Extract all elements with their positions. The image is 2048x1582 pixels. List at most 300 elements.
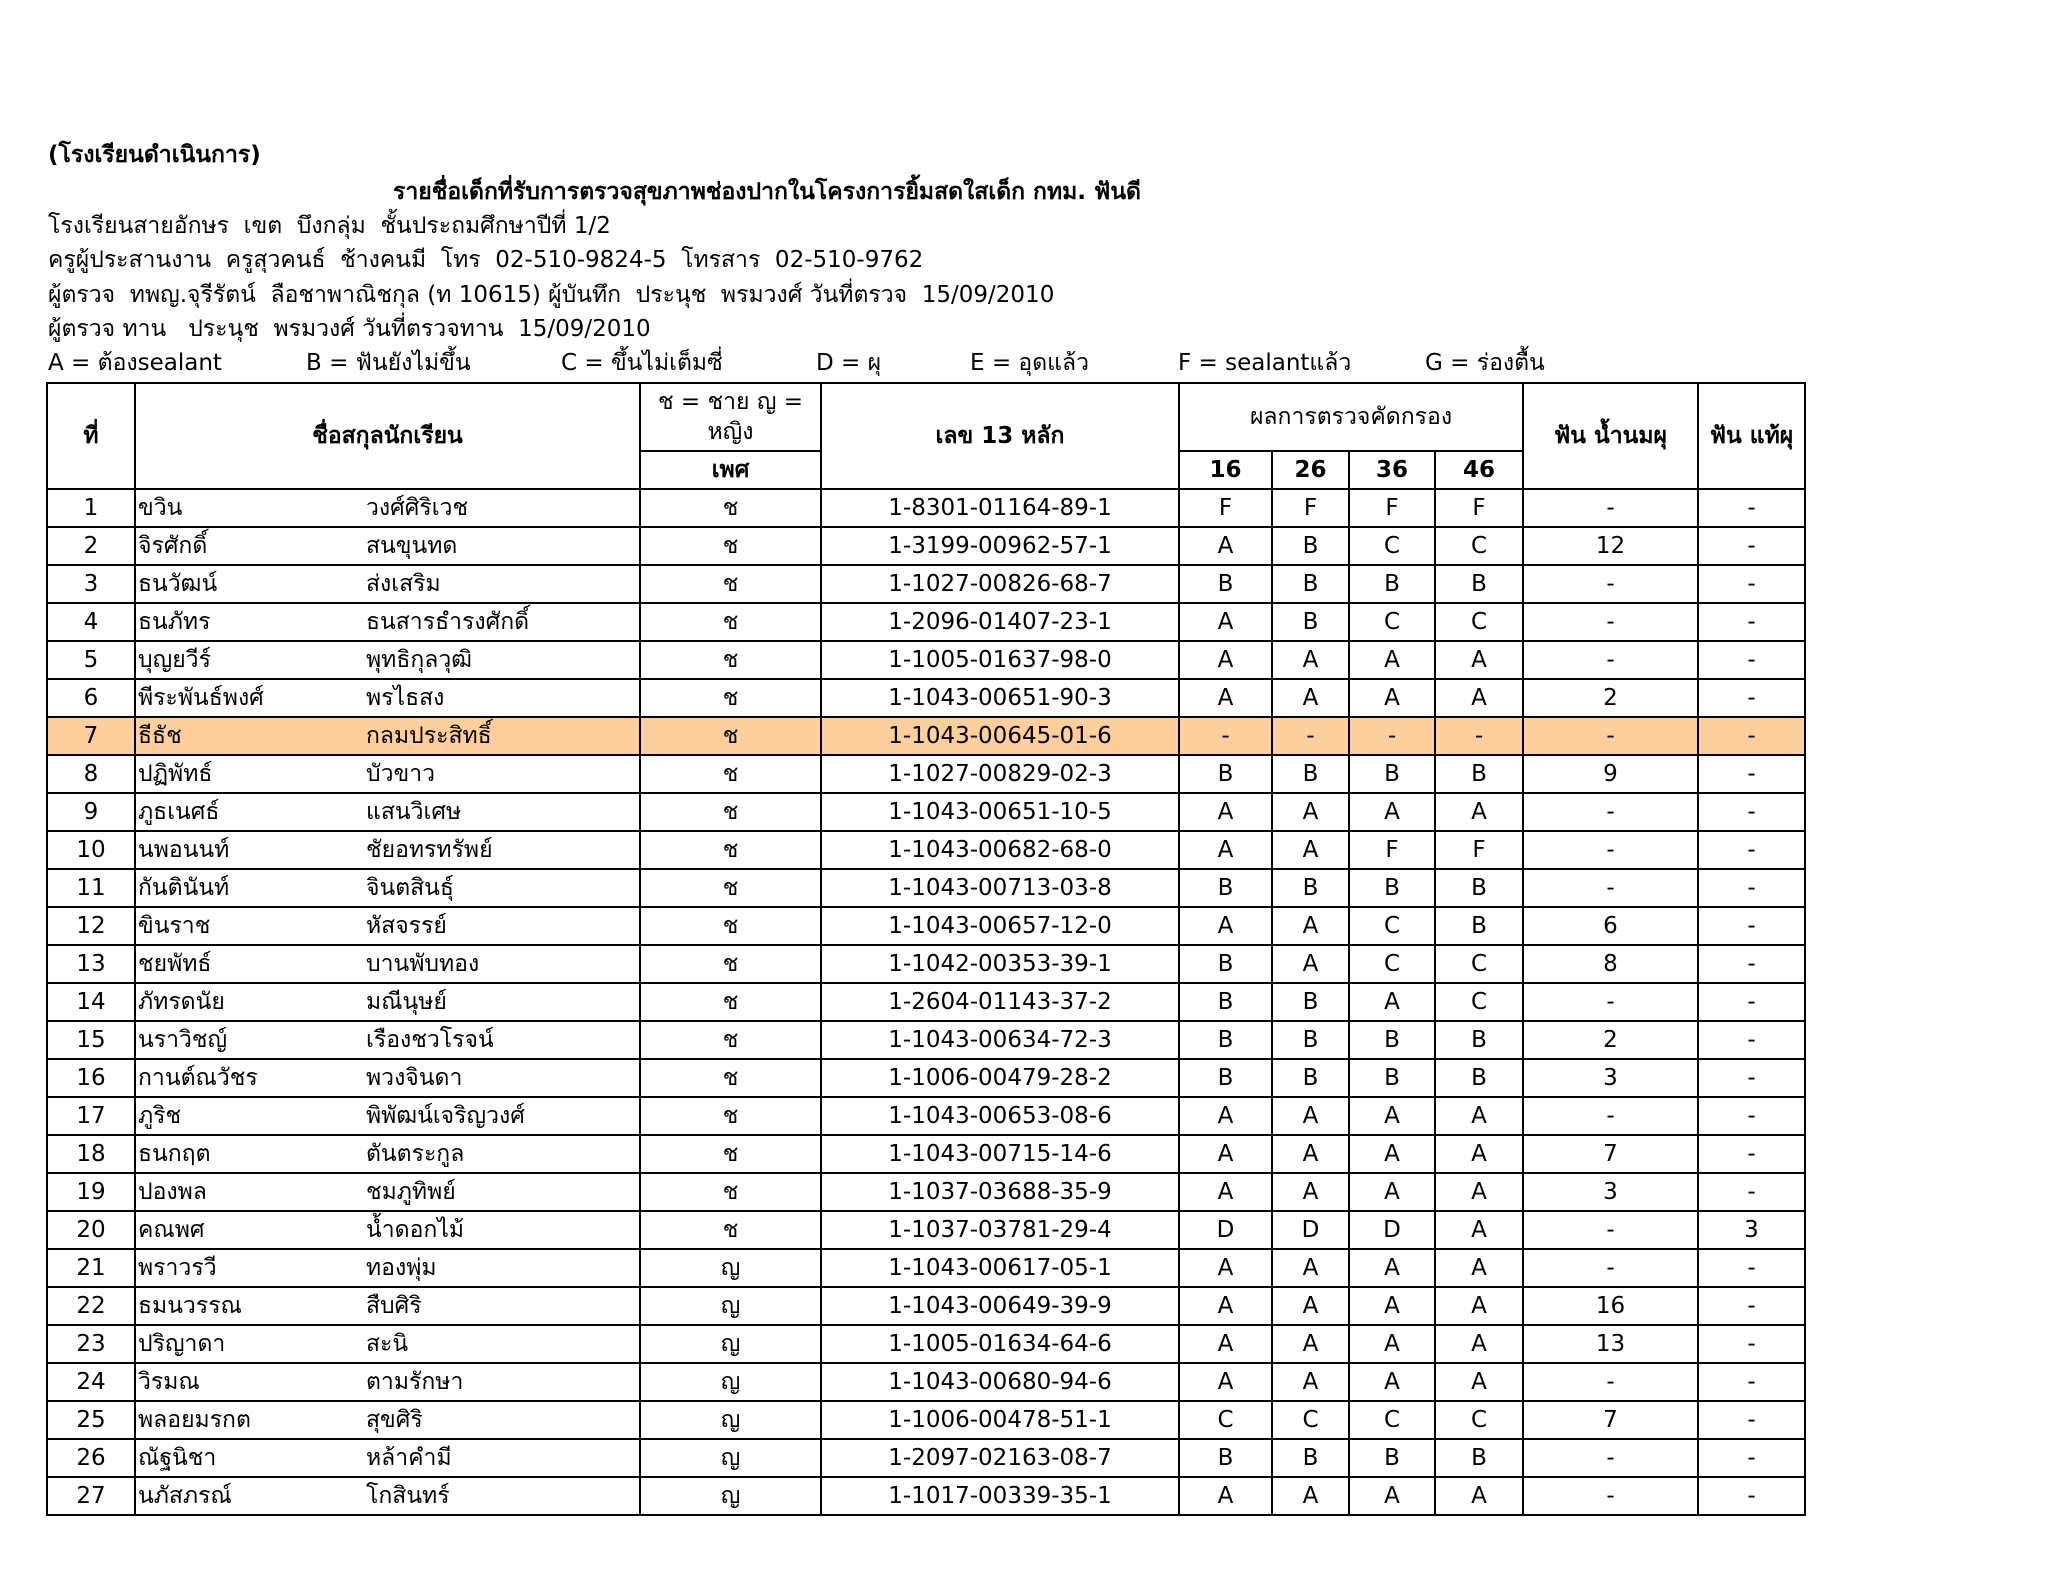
header-tooth-36: 36 [1349, 451, 1435, 489]
cell-tooth-26: C [1272, 1401, 1349, 1439]
first-name: ธนกฤต [138, 1141, 211, 1167]
cell-tooth-26: B [1272, 869, 1349, 907]
cell-no: 6 [47, 679, 135, 717]
table-row [47, 641, 1805, 679]
cell-id: 1-3199-00962-57-1 [821, 527, 1179, 565]
cell-primary-decay: 2 [1523, 1021, 1698, 1059]
table-row [47, 1211, 1805, 1249]
cell-tooth-36: B [1349, 1439, 1435, 1477]
table-row [47, 1477, 1805, 1515]
first-name: ปริญาดา [138, 1331, 226, 1357]
cell-no: 15 [47, 1021, 135, 1059]
last-name: เรืองชวโรจน์ [366, 1027, 494, 1053]
cell-permanent-decay: - [1698, 603, 1805, 641]
cell-tooth-26: A [1272, 1325, 1349, 1363]
cell-no: 19 [47, 1173, 135, 1211]
first-name: ธมนวรรณ [138, 1293, 242, 1319]
cell-no: 26 [47, 1439, 135, 1477]
cell-id: 1-1043-00651-10-5 [821, 793, 1179, 831]
cell-gender: ช [640, 1021, 821, 1059]
cell-primary-decay: 13 [1523, 1325, 1698, 1363]
cell-gender: ช [640, 869, 821, 907]
cell-permanent-decay: - [1698, 1287, 1805, 1325]
cell-no: 10 [47, 831, 135, 869]
table-row [47, 1021, 1805, 1059]
cell-id: 1-1043-00682-68-0 [821, 831, 1179, 869]
cell-permanent-decay: - [1698, 489, 1805, 527]
cell-no: 3 [47, 565, 135, 603]
table-row [47, 603, 1805, 641]
header-tooth-46: 46 [1435, 451, 1523, 489]
cell-no: 27 [47, 1477, 135, 1515]
legend-b: B = ฟันยังไม่ขึ้น [306, 350, 471, 376]
cell-permanent-decay: 3 [1698, 1211, 1805, 1249]
cell-permanent-decay: - [1698, 1477, 1805, 1515]
cell-gender: ญ [640, 1401, 821, 1439]
cell-id: 1-1043-00617-05-1 [821, 1249, 1179, 1287]
last-name: สะนิ [366, 1331, 409, 1357]
table-row [47, 489, 1805, 527]
last-name: หล้าคำมี [366, 1445, 452, 1471]
first-name: ภัทรดนัย [138, 989, 225, 1015]
table-body [47, 489, 1805, 1515]
cell-name [135, 1401, 640, 1439]
legend-g: G = ร่องตื้น [1425, 350, 1545, 376]
cell-primary-decay: - [1523, 1097, 1698, 1135]
first-name: คณพศ [138, 1217, 205, 1243]
cell-tooth-46: A [1435, 1211, 1523, 1249]
cell-tooth-36: B [1349, 565, 1435, 603]
legend-a: A = ต้องsealant [48, 350, 222, 376]
last-name: แสนวิเศษ [366, 799, 462, 825]
cell-primary-decay: 12 [1523, 527, 1698, 565]
last-name: น้ำดอกไม้ [366, 1217, 465, 1243]
cell-primary-decay: - [1523, 793, 1698, 831]
cell-name [135, 1439, 640, 1477]
cell-tooth-46: A [1435, 1477, 1523, 1515]
first-name: ภูธเนศธ์ [138, 799, 220, 825]
last-name: มณีนุษย์ [366, 989, 447, 1015]
last-name: จินตสินธุ์ [366, 875, 454, 901]
cell-name [135, 1211, 640, 1249]
cell-name [135, 1249, 640, 1287]
header-name: ชื่อสกุลนักเรียน [135, 383, 640, 489]
cell-permanent-decay: - [1698, 641, 1805, 679]
cell-tooth-26: B [1272, 983, 1349, 1021]
last-name: ตามรักษา [366, 1369, 464, 1395]
last-name: โกสินทร์ [366, 1483, 450, 1509]
cell-permanent-decay: - [1698, 945, 1805, 983]
cell-gender: ช [640, 755, 821, 793]
cell-id: 1-1043-00680-94-6 [821, 1363, 1179, 1401]
first-name: บุญยวีร์ [138, 647, 211, 673]
cell-permanent-decay: - [1698, 1097, 1805, 1135]
cell-tooth-46: F [1435, 489, 1523, 527]
first-name: วิรมณ [138, 1369, 200, 1395]
cell-id: 1-1043-00653-08-6 [821, 1097, 1179, 1135]
cell-tooth-16: A [1179, 603, 1272, 641]
cell-permanent-decay: - [1698, 1135, 1805, 1173]
cell-tooth-26: A [1272, 641, 1349, 679]
cell-name [135, 1097, 640, 1135]
cell-name [135, 489, 640, 527]
cell-tooth-26: A [1272, 679, 1349, 717]
cell-gender: ช [640, 907, 821, 945]
cell-name [135, 1059, 640, 1097]
cell-tooth-26: A [1272, 793, 1349, 831]
cell-tooth-36: C [1349, 527, 1435, 565]
cell-tooth-36: A [1349, 1097, 1435, 1135]
cell-tooth-16: A [1179, 1135, 1272, 1173]
cell-gender: ญ [640, 1249, 821, 1287]
cell-no: 5 [47, 641, 135, 679]
first-name: จิรศักดิ์ [138, 533, 208, 559]
last-name: สุขศิริ [366, 1407, 423, 1433]
last-name: วงศ์ศิริเวช [366, 495, 469, 521]
cell-primary-decay: 3 [1523, 1059, 1698, 1097]
table-row [47, 869, 1805, 907]
cell-permanent-decay: - [1698, 679, 1805, 717]
table-row [47, 1439, 1805, 1477]
cell-tooth-46: C [1435, 527, 1523, 565]
cell-tooth-16: B [1179, 1021, 1272, 1059]
cell-tooth-16: A [1179, 1477, 1272, 1515]
first-name: ภูริช [138, 1103, 182, 1129]
cell-tooth-16: B [1179, 1439, 1272, 1477]
org-note: (โรงเรียนดำเนินการ) [48, 142, 261, 168]
cell-gender: ช [640, 1173, 821, 1211]
cell-tooth-46: A [1435, 1173, 1523, 1211]
cell-gender: ญ [640, 1477, 821, 1515]
cell-id: 1-1005-01634-64-6 [821, 1325, 1179, 1363]
cell-tooth-36: A [1349, 1477, 1435, 1515]
cell-tooth-26: A [1272, 1287, 1349, 1325]
cell-id: 1-1037-03688-35-9 [821, 1173, 1179, 1211]
cell-primary-decay: - [1523, 641, 1698, 679]
header-primary-decay: ฟัน น้ำนมผุ [1523, 383, 1698, 489]
cell-permanent-decay: - [1698, 907, 1805, 945]
last-name: พวงจินดา [366, 1065, 463, 1091]
cell-permanent-decay: - [1698, 869, 1805, 907]
cell-tooth-46: A [1435, 1325, 1523, 1363]
cell-gender: ช [640, 717, 821, 755]
last-name: พิพัฒน์เจริญวงศ์ [366, 1103, 525, 1129]
last-name: กลมประสิทธิ์ [366, 723, 492, 749]
cell-tooth-16: A [1179, 831, 1272, 869]
cell-tooth-26: A [1272, 945, 1349, 983]
cell-primary-decay: - [1523, 717, 1698, 755]
cell-tooth-26: A [1272, 1097, 1349, 1135]
legend-c: C = ขึ้นไม่เต็มซี่ [561, 350, 723, 376]
cell-id: 1-2096-01407-23-1 [821, 603, 1179, 641]
cell-permanent-decay: - [1698, 565, 1805, 603]
last-name: ส่งเสริม [366, 571, 441, 597]
cell-no: 21 [47, 1249, 135, 1287]
cell-primary-decay: 7 [1523, 1401, 1698, 1439]
cell-gender: ช [640, 1097, 821, 1135]
cell-tooth-36: B [1349, 1059, 1435, 1097]
last-name: พรไธสง [366, 685, 445, 711]
last-name: สืบศิริ [366, 1293, 422, 1319]
first-name: ชยพัทธ์ [138, 951, 212, 977]
cell-tooth-26: B [1272, 1439, 1349, 1477]
cell-tooth-26: B [1272, 527, 1349, 565]
cell-tooth-26: B [1272, 565, 1349, 603]
cell-permanent-decay: - [1698, 755, 1805, 793]
cell-gender: ช [640, 489, 821, 527]
cell-tooth-36: F [1349, 831, 1435, 869]
first-name: พราวรวี [138, 1255, 217, 1281]
cell-name [135, 1325, 640, 1363]
cell-gender: ญ [640, 1363, 821, 1401]
legend-f: F = sealantแล้ว [1178, 350, 1352, 376]
cell-name [135, 869, 640, 907]
cell-permanent-decay: - [1698, 1363, 1805, 1401]
table-row [47, 1249, 1805, 1287]
table-row [47, 793, 1805, 831]
cell-tooth-36: D [1349, 1211, 1435, 1249]
table-row [47, 565, 1805, 603]
cell-no: 24 [47, 1363, 135, 1401]
cell-tooth-16: - [1179, 717, 1272, 755]
cell-tooth-16: A [1179, 641, 1272, 679]
cell-primary-decay: 7 [1523, 1135, 1698, 1173]
cell-tooth-26: A [1272, 1135, 1349, 1173]
header-id: เลข 13 หลัก [821, 383, 1179, 489]
cell-id: 1-1043-00649-39-9 [821, 1287, 1179, 1325]
last-name: ชมภูทิพย์ [366, 1179, 456, 1205]
cell-tooth-26: B [1272, 755, 1349, 793]
cell-tooth-16: A [1179, 1097, 1272, 1135]
cell-gender: ช [640, 1135, 821, 1173]
cell-name [135, 641, 640, 679]
cell-name [135, 1363, 640, 1401]
table-row [47, 1059, 1805, 1097]
first-name: กันตินันท์ [138, 875, 230, 901]
cell-no: 9 [47, 793, 135, 831]
cell-tooth-36: A [1349, 1363, 1435, 1401]
cell-tooth-36: A [1349, 983, 1435, 1021]
cell-tooth-46: B [1435, 907, 1523, 945]
cell-tooth-26: - [1272, 717, 1349, 755]
table-row [47, 1173, 1805, 1211]
cell-tooth-16: A [1179, 1287, 1272, 1325]
first-name: นพอนนท์ [138, 837, 230, 863]
legend-e: E = อุดแล้ว [970, 350, 1090, 376]
cell-tooth-46: A [1435, 1135, 1523, 1173]
cell-tooth-46: B [1435, 1021, 1523, 1059]
cell-no: 14 [47, 983, 135, 1021]
header-screening: ผลการตรวจคัดกรอง [1179, 383, 1523, 451]
cell-no: 12 [47, 907, 135, 945]
cell-permanent-decay: - [1698, 527, 1805, 565]
header-permanent-decay: ฟัน แท้ผุ [1698, 383, 1805, 489]
first-name: ธีธัช [138, 723, 182, 749]
first-name: กานต์ณวัชร [138, 1065, 258, 1091]
cell-permanent-decay: - [1698, 1439, 1805, 1477]
cell-tooth-36: B [1349, 755, 1435, 793]
cell-tooth-36: A [1349, 1135, 1435, 1173]
cell-gender: ช [640, 945, 821, 983]
cell-primary-decay: 3 [1523, 1173, 1698, 1211]
first-name: ธนวัฒน์ [138, 571, 218, 597]
cell-name [135, 831, 640, 869]
table-row [47, 755, 1805, 793]
table-row [47, 1401, 1805, 1439]
cell-tooth-46: A [1435, 1097, 1523, 1135]
first-name: ปฏิพัทธ์ [138, 761, 213, 787]
cell-no: 16 [47, 1059, 135, 1097]
cell-tooth-26: B [1272, 1021, 1349, 1059]
first-name: ณัฐนิชา [138, 1445, 217, 1471]
cell-tooth-36: A [1349, 679, 1435, 717]
cell-tooth-16: B [1179, 869, 1272, 907]
last-name: ตันตระกูล [366, 1141, 465, 1167]
cell-tooth-36: - [1349, 717, 1435, 755]
examiner-line: ผู้ตรวจ ทพญ.จุรีรัตน์ ลือชาพาณิชกุล (ท 10615) ผู้บันทึก ประนุช พรมวงศ์ วันที่ตรวจ 15/09/2010 [48, 282, 1055, 308]
cell-tooth-16: B [1179, 945, 1272, 983]
first-name: ปองพล [138, 1179, 207, 1205]
cell-primary-decay: 16 [1523, 1287, 1698, 1325]
cell-tooth-36: A [1349, 641, 1435, 679]
table-row [47, 527, 1805, 565]
cell-no: 8 [47, 755, 135, 793]
cell-tooth-46: F [1435, 831, 1523, 869]
header-tooth-26: 26 [1272, 451, 1349, 489]
cell-tooth-16: A [1179, 679, 1272, 717]
cell-gender: ช [640, 527, 821, 565]
cell-tooth-46: - [1435, 717, 1523, 755]
cell-tooth-26: A [1272, 1477, 1349, 1515]
cell-tooth-46: A [1435, 1363, 1523, 1401]
cell-tooth-46: B [1435, 1439, 1523, 1477]
last-name: สนขุนทด [366, 533, 458, 559]
cell-id: 1-2097-02163-08-7 [821, 1439, 1179, 1477]
cell-tooth-46: A [1435, 793, 1523, 831]
cell-name [135, 1135, 640, 1173]
cell-tooth-46: B [1435, 565, 1523, 603]
cell-permanent-decay: - [1698, 1325, 1805, 1363]
cell-primary-decay: 9 [1523, 755, 1698, 793]
cell-tooth-46: B [1435, 869, 1523, 907]
cell-gender: ญ [640, 1287, 821, 1325]
first-name: พลอยมรกต [138, 1407, 251, 1433]
cell-tooth-46: C [1435, 1401, 1523, 1439]
screening-table [46, 382, 1806, 1516]
cell-tooth-36: B [1349, 1021, 1435, 1059]
cell-primary-decay: - [1523, 1363, 1698, 1401]
cell-tooth-16: F [1179, 489, 1272, 527]
cell-primary-decay: 2 [1523, 679, 1698, 717]
cell-tooth-36: C [1349, 907, 1435, 945]
last-name: พุทธิกุลวุฒิ [366, 647, 473, 673]
cell-permanent-decay: - [1698, 717, 1805, 755]
cell-tooth-16: A [1179, 793, 1272, 831]
cell-tooth-16: A [1179, 1363, 1272, 1401]
table-row [47, 1325, 1805, 1363]
cell-primary-decay: - [1523, 489, 1698, 527]
cell-id: 1-1043-00651-90-3 [821, 679, 1179, 717]
last-name: หัสจรรย์ [366, 913, 447, 939]
legend-d: D = ผุ [816, 350, 882, 376]
first-name: ขวิน [138, 495, 183, 521]
cell-id: 1-1043-00715-14-6 [821, 1135, 1179, 1173]
table-row [47, 983, 1805, 1021]
cell-tooth-36: A [1349, 1287, 1435, 1325]
cell-tooth-36: C [1349, 945, 1435, 983]
last-name: บัวขาว [366, 761, 436, 787]
cell-permanent-decay: - [1698, 1059, 1805, 1097]
header-tooth-16: 16 [1179, 451, 1272, 489]
cell-tooth-46: B [1435, 755, 1523, 793]
cell-tooth-26: A [1272, 831, 1349, 869]
cell-tooth-36: C [1349, 1401, 1435, 1439]
cell-id: 1-1043-00645-01-6 [821, 717, 1179, 755]
cell-gender: ช [640, 1059, 821, 1097]
cell-no: 2 [47, 527, 135, 565]
cell-tooth-16: A [1179, 1173, 1272, 1211]
cell-name [135, 565, 640, 603]
table-row [47, 1363, 1805, 1401]
cell-tooth-16: C [1179, 1401, 1272, 1439]
cell-gender: ช [640, 793, 821, 831]
table-row [47, 945, 1805, 983]
header-no: ที่ [47, 383, 135, 489]
cell-id: 1-1042-00353-39-1 [821, 945, 1179, 983]
table-row [47, 1287, 1805, 1325]
coordinator-line: ครูผู้ประสานงาน ครูสุวคนธ์ ช้างคนมี โทร 02-510-9824-5 โทรสาร 02-510-9762 [48, 247, 924, 273]
cell-tooth-26: D [1272, 1211, 1349, 1249]
cell-name [135, 1021, 640, 1059]
cell-tooth-46: C [1435, 945, 1523, 983]
first-name: พีระพันธ์พงศ์ [138, 685, 264, 711]
cell-gender: ช [640, 679, 821, 717]
cell-id: 1-1006-00478-51-1 [821, 1401, 1179, 1439]
cell-no: 18 [47, 1135, 135, 1173]
cell-gender: ช [640, 831, 821, 869]
cell-tooth-36: A [1349, 1173, 1435, 1211]
cell-no: 4 [47, 603, 135, 641]
cell-id: 1-1043-00713-03-8 [821, 869, 1179, 907]
cell-tooth-36: F [1349, 489, 1435, 527]
cell-primary-decay: - [1523, 1211, 1698, 1249]
cell-name [135, 717, 640, 755]
cell-no: 1 [47, 489, 135, 527]
cell-tooth-36: C [1349, 603, 1435, 641]
cell-tooth-16: B [1179, 1059, 1272, 1097]
cell-tooth-16: A [1179, 907, 1272, 945]
cell-primary-decay: - [1523, 1477, 1698, 1515]
cell-primary-decay: 6 [1523, 907, 1698, 945]
cell-gender: ญ [640, 1439, 821, 1477]
cell-gender: ช [640, 565, 821, 603]
cell-name [135, 983, 640, 1021]
cell-no: 20 [47, 1211, 135, 1249]
cell-permanent-decay: - [1698, 983, 1805, 1021]
cell-gender: ช [640, 603, 821, 641]
last-name: ชัยอทรทรัพย์ [366, 837, 493, 863]
cell-name [135, 527, 640, 565]
cell-permanent-decay: - [1698, 1249, 1805, 1287]
cell-id: 1-1005-01637-98-0 [821, 641, 1179, 679]
cell-name [135, 1173, 640, 1211]
cell-id: 1-1017-00339-35-1 [821, 1477, 1179, 1515]
cell-tooth-26: A [1272, 1249, 1349, 1287]
cell-permanent-decay: - [1698, 831, 1805, 869]
cell-primary-decay: - [1523, 565, 1698, 603]
cell-id: 1-1043-00657-12-0 [821, 907, 1179, 945]
cell-gender: ช [640, 641, 821, 679]
